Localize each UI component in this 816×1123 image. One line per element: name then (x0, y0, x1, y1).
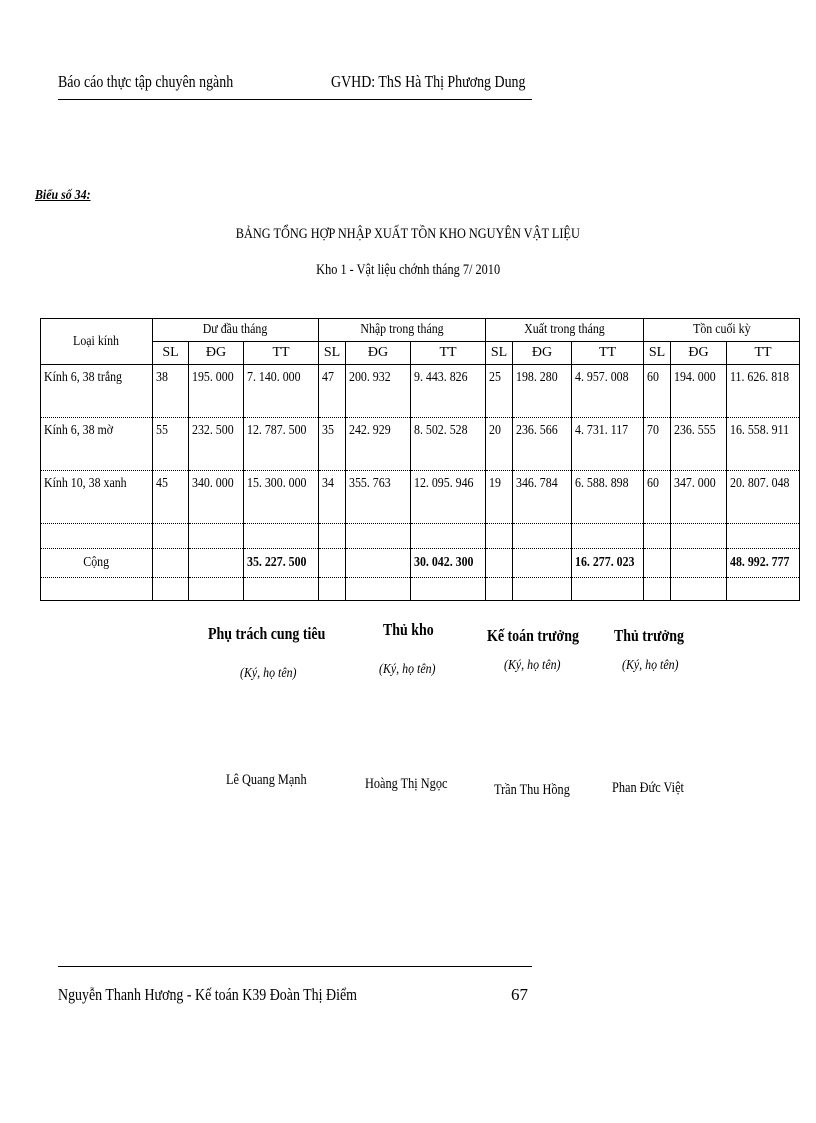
table-cell: 200. 932 (346, 365, 411, 418)
table-cell: 12. 787. 500 (244, 418, 319, 471)
footer-rule (58, 966, 532, 967)
signature-name: Phan Đức Việt (612, 780, 684, 796)
table-cell: 70 (644, 418, 671, 471)
document-subtitle-text: Kho 1 - Vật liệu chớnh tháng 7/ 2010 (316, 262, 500, 278)
table-row-total (41, 549, 800, 578)
signature-title: Phụ trách cung tiêu (208, 624, 326, 643)
table-row-blank (41, 578, 800, 601)
table-cell: 15. 300. 000 (244, 471, 319, 524)
total-cell: 30. 042. 300 (411, 549, 486, 578)
table-cell: 20. 807. 048 (727, 471, 800, 524)
table-cell: 195. 000 (189, 365, 244, 418)
signature-title: Kế toán trưởng (487, 626, 579, 645)
total-cell: 16. 277. 023 (572, 549, 644, 578)
group-header: Xuất trong tháng (486, 319, 644, 342)
subcol-header: ĐG (671, 342, 727, 365)
group-header: Nhập trong tháng (319, 319, 486, 342)
subcol-header: SL (319, 342, 346, 365)
table-cell: 9. 443. 826 (411, 365, 486, 418)
group-header: Tồn cuối kỳ (644, 319, 800, 342)
subcol-header: TT (572, 342, 644, 365)
signature-note: (Ký, họ tên) (504, 658, 561, 673)
signature-note: (Ký, họ tên) (240, 666, 297, 681)
document-title (0, 226, 816, 243)
item-name-cell: Kính 6, 38 trắng (41, 365, 153, 418)
table-cell: 6. 588. 898 (572, 471, 644, 524)
table-header-row (41, 319, 800, 342)
table-cell: 16. 558. 911 (727, 418, 800, 471)
table-cell: 8. 502. 528 (411, 418, 486, 471)
signature-name: Trần Thu Hồng (494, 782, 570, 798)
subcol-header: SL (153, 342, 189, 365)
total-cell: 35. 227. 500 (244, 549, 319, 578)
signature-note: (Ký, họ tên) (379, 662, 436, 677)
table-cell: 60 (644, 365, 671, 418)
table-cell: 38 (153, 365, 189, 418)
table-cell: 45 (153, 471, 189, 524)
table-cell: 194. 000 (671, 365, 727, 418)
table-cell: 198. 280 (513, 365, 572, 418)
signature-note: (Ký, họ tên) (622, 658, 679, 673)
table-cell: 236. 566 (513, 418, 572, 471)
item-name-cell: Kính 6, 38 mờ (41, 418, 153, 471)
table-cell: 47 (319, 365, 346, 418)
document-subtitle (0, 262, 816, 279)
total-label: Cộng (41, 549, 153, 578)
signature-title: Thủ trưởng (614, 626, 684, 645)
table-cell: 236. 555 (671, 418, 727, 471)
subcol-header: ĐG (513, 342, 572, 365)
table-cell: 60 (644, 471, 671, 524)
table-cell: 347. 000 (671, 471, 727, 524)
subcol-header: ĐG (346, 342, 411, 365)
table-cell: 355. 763 (346, 471, 411, 524)
header-right: GVHD: ThS Hà Thị Phương Dung (331, 72, 526, 91)
subcol-header: TT (727, 342, 800, 365)
table-cell: 19 (486, 471, 513, 524)
page-number: 67 (511, 985, 528, 1004)
header-rule (58, 99, 532, 100)
table-cell: 340. 000 (189, 471, 244, 524)
table-cell: 25 (486, 365, 513, 418)
total-cell: 48. 992. 777 (727, 549, 800, 578)
subcol-header: TT (244, 342, 319, 365)
header-left: Báo cáo thực tập chuyên ngành (58, 72, 234, 91)
table-cell: 232. 500 (189, 418, 244, 471)
table-cell: 4. 731. 117 (572, 418, 644, 471)
group-header: Dư đầu tháng (153, 319, 319, 342)
signature-name: Lê Quang Mạnh (226, 772, 307, 788)
table-cell: 11. 626. 818 (727, 365, 800, 418)
table-cell: 346. 784 (513, 471, 572, 524)
subcol-header: SL (644, 342, 671, 365)
item-name-cell: Kính 10, 38 xanh (41, 471, 153, 524)
table-row (41, 418, 800, 471)
signature-name: Hoàng Thị Ngọc (365, 776, 448, 792)
inventory-table (40, 318, 800, 601)
table-cell: 12. 095. 946 (411, 471, 486, 524)
table-subheader-row (41, 342, 800, 365)
table-cell: 55 (153, 418, 189, 471)
table-row-blank (41, 524, 800, 549)
subcol-header: ĐG (189, 342, 244, 365)
footer-left: Nguyễn Thanh Hương - Kế toán K39 Đoàn Thị Điểm (58, 985, 357, 1004)
subcol-header: SL (486, 342, 513, 365)
table-cell: 35 (319, 418, 346, 471)
subcol-header: TT (411, 342, 486, 365)
col-item-header: Loại kính (41, 319, 153, 365)
table-body (41, 365, 800, 524)
form-label: Biểu số 34: (35, 188, 91, 203)
document-title-text: BẢNG TỔNG HỢP NHẬP XUẤT TỒN KHO NGUYÊN VẬT LIỆU (235, 226, 581, 242)
signature-title: Thủ kho (383, 620, 434, 639)
table-row (41, 365, 800, 418)
table-cell: 20 (486, 418, 513, 471)
table-cell: 34 (319, 471, 346, 524)
table-cell: 242. 929 (346, 418, 411, 471)
table-cell: 7. 140. 000 (244, 365, 319, 418)
table-cell: 4. 957. 008 (572, 365, 644, 418)
table-row (41, 471, 800, 524)
